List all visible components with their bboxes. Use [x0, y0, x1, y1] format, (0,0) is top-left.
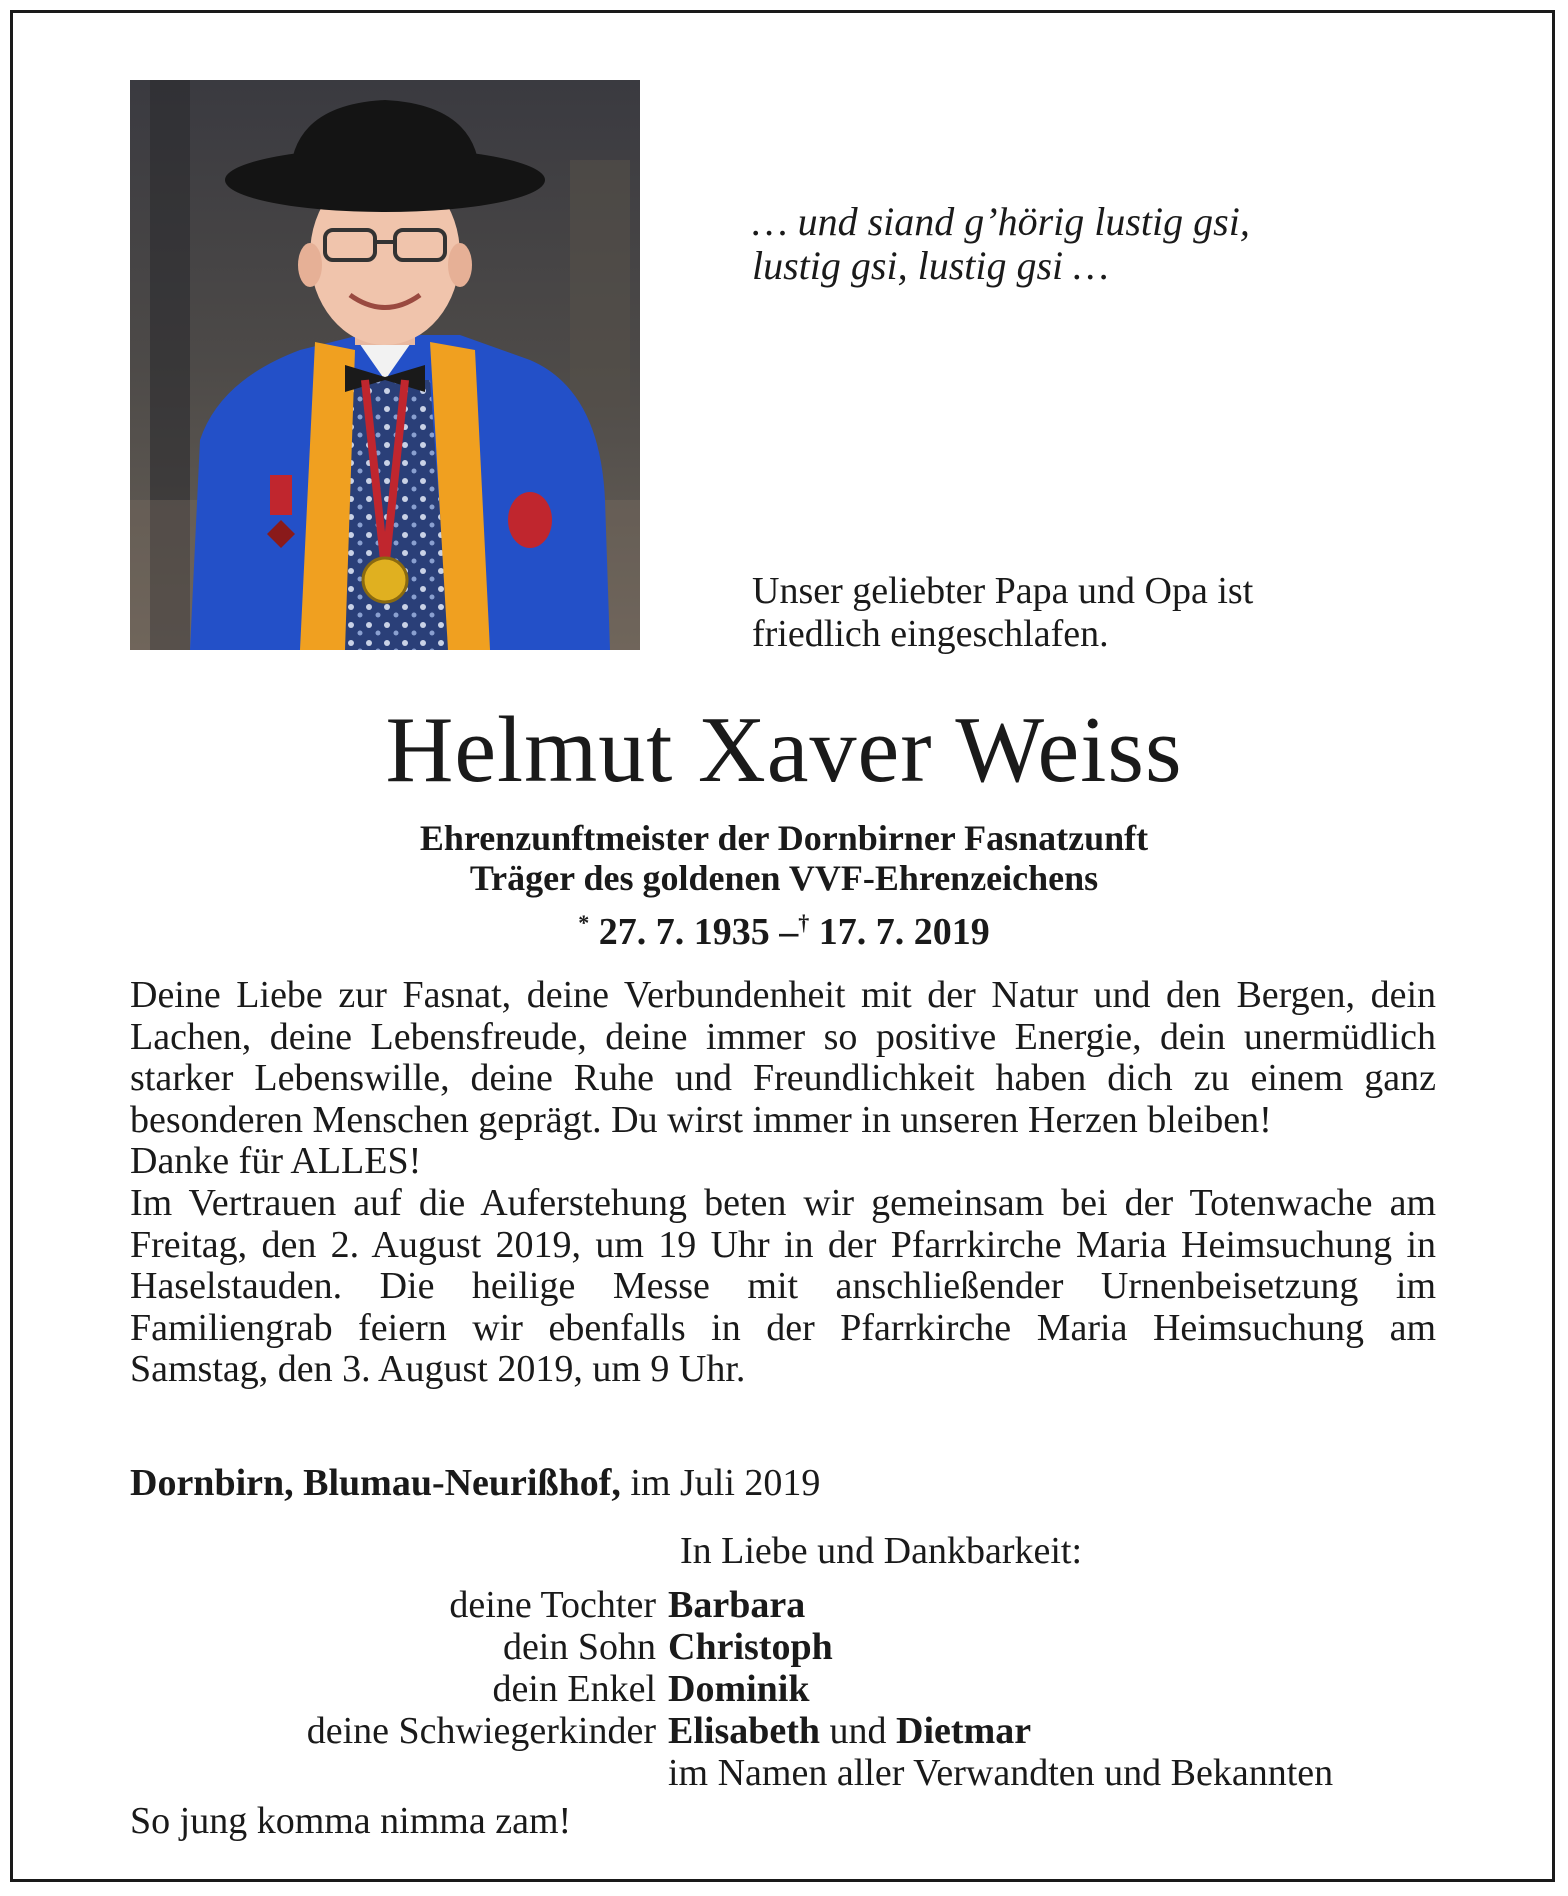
- quote-line-2: lustig gsi, lustig gsi …: [752, 243, 1109, 288]
- closing-line: So jung komma nimma zam!: [130, 1800, 572, 1842]
- family-footer: im Namen aller Verwandten und Bekannten: [668, 1752, 1334, 1794]
- place-and-date: [130, 1462, 1436, 1504]
- birth-date: 27. 7. 1935: [598, 911, 770, 953]
- epigraph-quote: [752, 200, 1492, 288]
- family-list: [130, 1584, 1530, 1794]
- family-row: [130, 1626, 1530, 1668]
- portrait-photo: [130, 80, 640, 650]
- family-row: [130, 1668, 1530, 1710]
- intro-text: [752, 570, 1492, 656]
- death-date: 17. 7. 2019: [818, 911, 990, 953]
- body-paragraph-3: Im Vertrauen auf die Auferstehung beten wir gemeinsam bei der Totenwache am Freitag, den 2. August 2019, um 19 Uhr in der Pfarrkirche Maria Heimsuchung in Haselstauden. Die heilige Messe mit anschließender Urnenbeisetzung im Familiengrab feiern wir ebenfalls in der Pfarrkirche Maria Heimsuchung am Samstag, den 3. August 2019, um 9 Uhr.: [130, 1181, 1436, 1391]
- family-joiner: und: [829, 1710, 887, 1752]
- family-row: [130, 1752, 1530, 1794]
- family-name: Dominik: [668, 1668, 810, 1710]
- date-separator: –: [779, 911, 799, 953]
- family-name: Elisabeth: [668, 1710, 821, 1752]
- body-paragraph-2: Danke für ALLES!: [130, 1140, 422, 1183]
- family-name: Barbara: [668, 1584, 806, 1626]
- signoff: In Liebe und Dankbarkeit:: [680, 1530, 1083, 1572]
- quote-line-1: … und siand g’hörig lustig gsi,: [752, 199, 1250, 244]
- family-relation: dein Enkel: [492, 1668, 656, 1710]
- death-symbol: †: [798, 910, 810, 935]
- family-name: Dietmar: [896, 1710, 1032, 1752]
- family-row: [130, 1584, 1530, 1626]
- life-dates: [0, 902, 1568, 953]
- honor-line-2: Träger des goldenen VVF-Ehrenzeichens: [469, 858, 1099, 898]
- body-paragraph-1: Deine Liebe zur Fasnat, deine Verbundenheit mit der Natur und den Bergen, dein Lachen, deine Lebensfreude, deine immer so positive Energie, dein unermüdlich starker Lebenswille, deine Ruhe und Freundlichkeit haben dich zu einem ganz besonderen Menschen geprägt. Du wirst immer in unseren Herzen bleiben!: [130, 974, 1436, 1141]
- intro-line-1: Unser geliebter Papa und Opa ist: [752, 570, 1254, 612]
- family-relation: deine Schwiegerkinder: [306, 1710, 656, 1752]
- family-row: [130, 1710, 1530, 1752]
- honors: [0, 818, 1568, 898]
- family-name: Christoph: [668, 1626, 833, 1668]
- honor-line-1: Ehrenzunftmeister der Dornbirner Fasnatzunft: [419, 818, 1149, 858]
- portrait-illustration: [130, 80, 640, 650]
- birth-symbol: *: [578, 910, 590, 935]
- deceased-name: Helmut Xaver Weiss: [385, 698, 1183, 802]
- place-date: im Juli 2019: [630, 1462, 821, 1504]
- intro-line-2: friedlich eingeschlafen.: [752, 613, 1109, 655]
- family-relation: deine Tochter: [449, 1584, 656, 1626]
- obituary-body: [130, 975, 1436, 1391]
- place-location: Dornbirn, Blumau-Neurißhof,: [130, 1462, 621, 1504]
- family-relation: dein Sohn: [502, 1626, 656, 1668]
